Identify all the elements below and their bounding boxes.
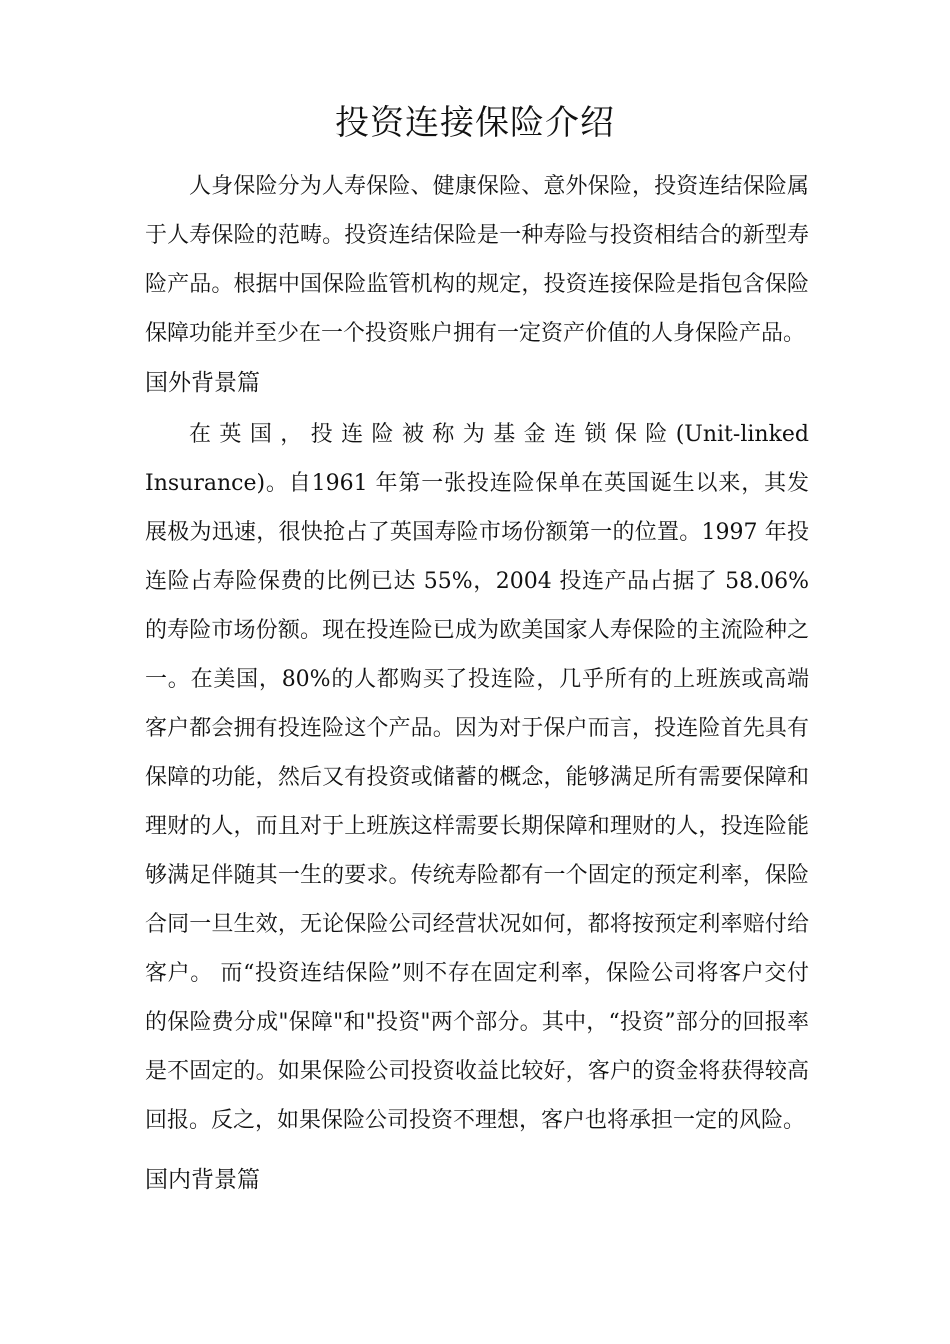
section-heading-foreign: 国外背景篇 xyxy=(145,370,260,396)
section-heading-domestic: 国内背景篇 xyxy=(145,1167,260,1193)
section-paragraph-foreign: 在英国，投连险被称为基金连锁保险(Unit-linked Insurance)。自1961 年第一张投连险保单在英国诞生以来，其发展极为迅速，很快抢占了英国寿险市场份额第一的位置。1997 年投连险占寿险保费的比例已达 55%，2004 投连产品占据了 58.06%的寿险市场份额。现在投连险已成为欧美国家人寿保险的主流险种之一。在美国，80%的人都购买了投连险，几乎所有的上班族或高端客户都会拥有投连险这个产品。因为对于保户而言，投连险首先具有保障的功能，然后又有投资或储蓄的概念，能够满足所有需要保障和理财的人，而且对于上班族这样需要长期保障和理财的人，投连险能够满足伴随其一生的要求。传统寿险都有一个固定的预定利率，保险合同一旦生效，无论保险公司经营状况如何，都将按预定利率赔付给客户。 而“投资连结保险”则不存在固定利率，保险公司将客户交付的保险费分成"保障"和"投资"两个部分。其中，“投资”部分的回报率是不固定的。如果保险公司投资收益比较好，客户的资金将获得较高回报。反之，如果保险公司投资不理想，客户也将承担一定的风险。 xyxy=(145,422,809,1133)
document-title: 投资连接保险介绍 xyxy=(335,103,615,143)
intro-paragraph: 人身保险分为人寿保险、健康保险、意外保险，投资连结保险属于人寿保险的范畴。投资连结保险是一种寿险与投资相结合的新型寿险产品。根据中国保险监管机构的规定，投资连接保险是指包含保险保障功能并至少在一个投资账户拥有一定资产价值的人身保险产品。 xyxy=(145,174,809,346)
